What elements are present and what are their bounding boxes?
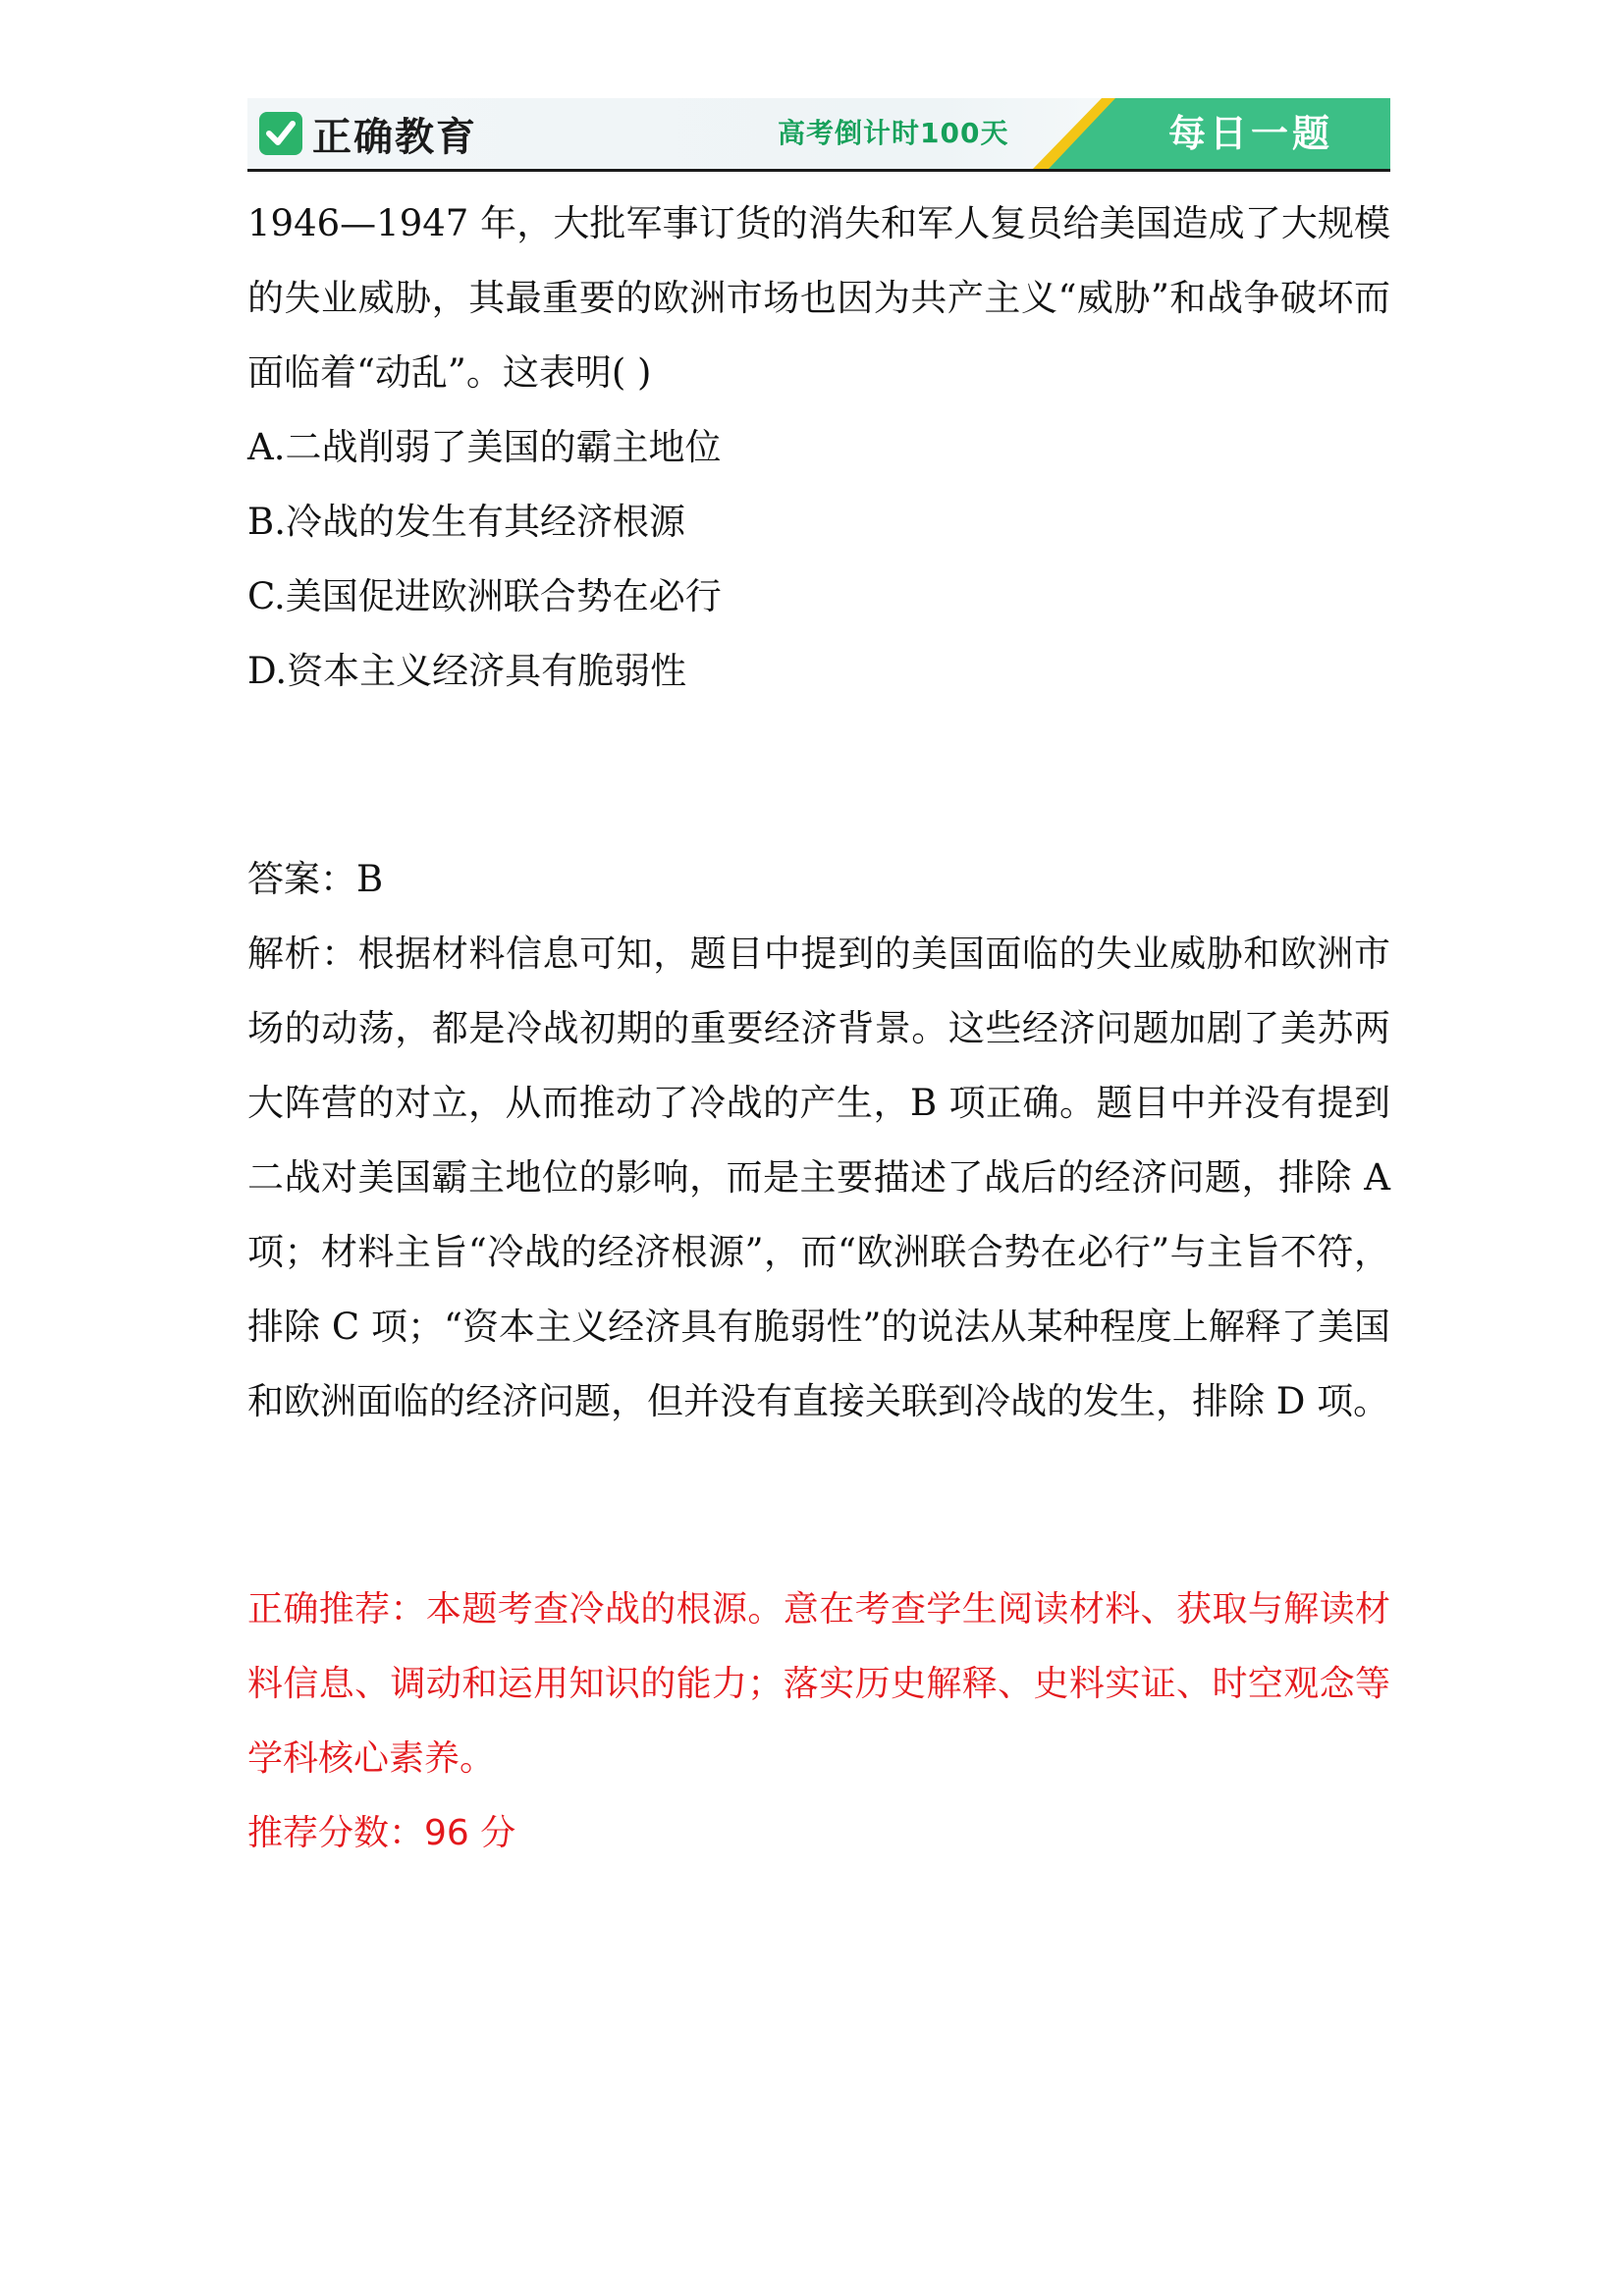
brand-logo: [259, 108, 477, 159]
analysis-text: 解析：根据材料信息可知，题目中提到的美国面临的失业威胁和欧洲市场的动荡，都是冷战初期的重要经济背景。这些经济问题加剧了美苏两大阵营的对立，从而推动了冷战的产生，B 项正确。题目中并没有提到二战对美国霸主地位的影响，而是主要描述了战后的经济问题，排除 A 项；材料主旨“冷战的经济根源”，而“欧洲联合势在必行”与主旨不符，排除 C 项；“资本主义经济具有脆弱性”的说法从某种程度上解释了美国和欧洲面临的经济问题，但并没有直接关联到冷战的发生，排除 D 项。: [247, 933, 1390, 1422]
recommendation-text: 正确推荐：本题考查冷战的根源。意在考查学生阅读材料、获取与解读材料信息、调动和运用知识的能力；落实历史解释、史料实证、时空观念等学科核心素养。: [247, 1589, 1390, 1779]
option-d: D.资本主义经济具有脆弱性: [247, 650, 687, 692]
banner-text: 每日一题: [1167, 112, 1333, 155]
document-body: [247, 187, 1390, 1871]
option-c: C.美国促进欧洲联合势在必行: [247, 575, 722, 617]
option-a: A.二战削弱了美国的霸主地位: [247, 426, 722, 468]
daily-question-banner: [1033, 98, 1390, 169]
recommendation-score: 推荐分数：96 分: [247, 1813, 516, 1853]
option-b: B.冷战的发生有其经济根源: [247, 501, 685, 543]
question-stem: 1946—1947 年，大批军事订货的消失和军人复员给美国造成了大规模的失业威胁，其最重要的欧洲市场也因为共产主义“威胁”和战争破坏而面临着“动乱”。这表明( ): [247, 202, 1390, 394]
countdown-label: 高考倒计时100天: [778, 117, 1009, 149]
spacer: [247, 709, 1390, 842]
spacer: [247, 1439, 1390, 1573]
page-header: [247, 98, 1390, 172]
check-icon: [259, 112, 302, 155]
logo-text: 正确教育: [312, 114, 477, 160]
answer-label: 答案：B: [247, 858, 384, 900]
